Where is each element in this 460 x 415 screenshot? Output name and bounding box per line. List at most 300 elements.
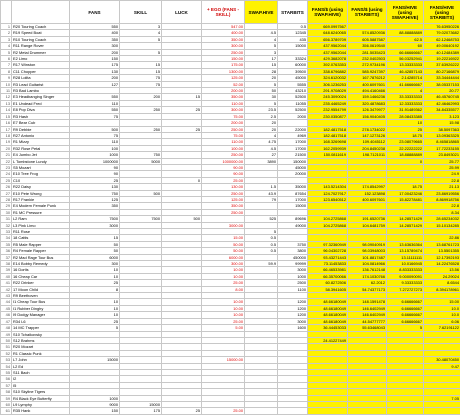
fans-cell[interactable]: 90 xyxy=(70,164,120,170)
row-index[interactable]: 48 xyxy=(1,325,12,331)
fans-per-dollar-starbits-cell[interactable]: 146.6402949 xyxy=(348,312,387,318)
fans-per-hive-hive-cell[interactable]: 14.28571429 xyxy=(387,216,424,222)
fans-per-hive-hive-cell[interactable]: 56.03252941 xyxy=(387,56,424,62)
ego-cell[interactable]: 1300.00 xyxy=(202,68,245,74)
fans-per-hive-starbits-cell[interactable]: 34.84335577 xyxy=(424,107,460,113)
row-index[interactable]: 28 xyxy=(1,196,12,202)
fans-per-dollar-hive-cell[interactable]: 182.4817518 xyxy=(308,126,348,132)
fans-per-dollar-starbits-cell[interactable]: 605.5887587 xyxy=(348,36,387,42)
fans-per-dollar-starbits-cell[interactable] xyxy=(348,408,387,414)
fans-per-hive-starbits-cell[interactable]: 15.98 xyxy=(424,120,460,126)
row-index[interactable]: 1 xyxy=(1,24,12,30)
fans-cell[interactable]: 10 xyxy=(70,312,120,318)
fans-per-dollar-starbits-cell[interactable]: 101.8817487 xyxy=(348,254,387,260)
ego-cell[interactable]: 10.00 xyxy=(202,299,245,305)
ego-cell[interactable]: 547.00 xyxy=(202,24,245,30)
swap-hive-cell[interactable]: 4.75 xyxy=(245,139,278,145)
fans-per-hive-starbits-cell[interactable]: 12.17392193 xyxy=(424,254,460,260)
fans-per-dollar-hive-cell[interactable]: 291.9708029 xyxy=(308,88,348,94)
swap-hive-cell[interactable]: 3890 xyxy=(245,158,278,164)
ego-cell[interactable]: 250.00 xyxy=(202,190,245,196)
row-index[interactable]: 37 xyxy=(1,254,12,260)
fans-cell[interactable]: 400 xyxy=(70,30,120,36)
swap-hive-cell[interactable]: 2.5 xyxy=(245,113,278,119)
fans-per-hive-starbits-cell[interactable]: 40.12484389 xyxy=(424,49,460,55)
luck-cell[interactable]: 500 xyxy=(162,216,202,222)
swap-hive-cell[interactable]: 5 xyxy=(245,229,278,235)
ego-cell[interactable]: 15.00 xyxy=(202,235,245,241)
card-name[interactable]: I2 xyxy=(12,376,70,382)
fans-per-hive-starbits-cell[interactable]: 13.56 xyxy=(424,267,460,273)
card-name[interactable]: I1 Cheap Tour Bus xyxy=(12,299,70,305)
swap-hive-cell[interactable]: 4 xyxy=(245,36,278,42)
swap-hive-cell[interactable]: 43.9 xyxy=(245,190,278,196)
ego-cell[interactable]: 6000.00 xyxy=(202,254,245,260)
fans-cell[interactable]: 15000 xyxy=(70,357,120,363)
fans-per-hive-hive-cell[interactable]: 18.75 xyxy=(387,184,424,190)
fans-per-hive-hive-cell[interactable]: 60 xyxy=(387,43,424,49)
fans-cell[interactable]: 300 xyxy=(70,261,120,267)
row-index[interactable]: 60 xyxy=(1,401,12,407)
fans-per-hive-hive-cell[interactable]: 2.14285714 xyxy=(387,75,424,81)
starbits-cell[interactable]: 150000 xyxy=(278,158,308,164)
row-index[interactable]: 55 xyxy=(1,369,12,375)
fans-per-hive-starbits-cell[interactable]: 30.48070450 xyxy=(424,357,460,363)
fans-per-dollar-hive-cell[interactable]: 232.9554799 xyxy=(308,107,348,113)
fans-per-dollar-starbits-cell[interactable]: 159.1466236 xyxy=(348,94,387,100)
fans-per-hive-hive-cell[interactable]: 0 xyxy=(387,158,424,164)
row-index[interactable]: 20 xyxy=(1,145,12,151)
starbits-cell[interactable]: 435 xyxy=(278,36,308,42)
card-name[interactable]: R5 Male Rapper xyxy=(12,241,70,247)
fans-per-hive-hive-cell[interactable]: 17.00423246 xyxy=(387,190,424,196)
fans-cell[interactable]: 200 xyxy=(70,75,120,81)
fans-per-hive-starbits-cell[interactable]: 19.22216922 xyxy=(424,56,460,62)
luck-cell[interactable]: 25 xyxy=(162,408,202,414)
row-index[interactable]: 13 xyxy=(1,100,12,106)
fans-per-hive-starbits-cell[interactable]: 10.0 xyxy=(424,305,460,311)
fans-per-dollar-hive-cell[interactable]: 669.0997567 xyxy=(308,24,348,30)
swap-hive-cell[interactable]: 20 xyxy=(245,120,278,126)
swap-hive-cell[interactable]: 5 xyxy=(245,81,278,87)
fans-per-hive-hive-cell[interactable]: 18.88888889 xyxy=(387,152,424,158)
row-index[interactable]: 4 xyxy=(1,43,12,49)
card-name[interactable]: R19 Speed Boat xyxy=(12,30,70,36)
skill-cell[interactable]: 5 xyxy=(120,49,162,55)
ego-cell[interactable]: 8.00 xyxy=(202,286,245,292)
swap-hive-cell[interactable] xyxy=(245,408,278,414)
fans-per-dollar-hive-cell[interactable]: 437.9562044 xyxy=(308,43,348,49)
fans-per-dollar-starbits-cell[interactable]: 104.6481759 xyxy=(348,222,387,228)
row-index[interactable]: 16 xyxy=(1,120,12,126)
row-index[interactable]: 3 xyxy=(1,36,12,42)
card-name[interactable]: S11 Bach xyxy=(12,369,70,375)
starbits-cell[interactable]: 2500 xyxy=(278,280,308,286)
ego-cell[interactable]: 1000000.00 xyxy=(202,158,245,164)
card-name[interactable]: R32 Rose Petal xyxy=(12,145,70,151)
row-index[interactable]: 58 xyxy=(1,389,12,395)
fans-per-hive-hive-cell[interactable]: 66.66666667 xyxy=(387,49,424,55)
fans-per-hive-starbits-cell[interactable]: 17.72233155 xyxy=(424,145,460,151)
swap-hive-cell[interactable]: 4.5 xyxy=(245,30,278,36)
fans-per-dollar-starbits-cell[interactable]: 278.1734022 xyxy=(348,126,387,132)
fans-cell[interactable]: 1000000 xyxy=(70,158,120,164)
row-index[interactable]: 15 xyxy=(1,113,12,119)
fans-per-hive-starbits-cell[interactable]: 15.00 xyxy=(424,299,460,305)
row-index[interactable]: 56 xyxy=(1,376,12,382)
fans-per-dollar-starbits-cell[interactable]: 174.8542997 xyxy=(348,184,387,190)
starbits-cell[interactable]: 1100 xyxy=(278,286,308,292)
card-name[interactable]: I5 xyxy=(12,382,70,388)
starbits-cell[interactable]: 12345 xyxy=(278,30,308,36)
ego-cell[interactable]: 175.00 xyxy=(202,62,245,68)
starbits-cell[interactable]: 15000 xyxy=(278,203,308,209)
card-name[interactable]: C10 xyxy=(12,177,70,183)
starbits-cell[interactable]: 49000 xyxy=(278,222,308,228)
fans-per-hive-starbits-cell[interactable]: 13.5501355 xyxy=(424,248,460,254)
row-index[interactable]: 27 xyxy=(1,190,12,196)
fans-per-hive-hive-cell[interactable]: 13.33333333 xyxy=(387,62,424,68)
ego-cell[interactable]: 110.00 xyxy=(202,100,245,106)
row-index[interactable]: 41 xyxy=(1,280,12,286)
skill-cell[interactable]: 200 xyxy=(120,94,162,100)
card-name[interactable]: R28 Lolita xyxy=(12,75,70,81)
card-name[interactable]: R35 Hank xyxy=(12,408,70,414)
starbits-cell[interactable]: 450000 xyxy=(278,254,308,260)
fans-per-dollar-hive-cell[interactable]: 648.6240065 xyxy=(308,30,348,36)
ego-cell[interactable]: 75.00 xyxy=(202,113,245,119)
row-index[interactable]: 51 xyxy=(1,344,12,350)
row-index[interactable]: 26 xyxy=(1,184,12,190)
fans-per-dollar-starbits-cell[interactable]: 152.123898 xyxy=(348,190,387,196)
fans-per-hive-hive-cell[interactable]: 41.66666667 xyxy=(387,81,424,87)
row-index[interactable]: 30 xyxy=(1,209,12,215)
row-index[interactable]: 52 xyxy=(1,350,12,356)
starbits-cell[interactable]: 35000 xyxy=(278,184,308,190)
fans-per-dollar-hive-cell[interactable]: 235.4465249 xyxy=(308,100,348,106)
fans-cell[interactable]: 75 xyxy=(70,132,120,138)
starbits-cell[interactable]: 99999 xyxy=(278,261,308,267)
fans-per-dollar-starbits-cell[interactable]: 136.7612148 xyxy=(348,267,387,273)
row-index[interactable]: 17 xyxy=(1,126,12,132)
fans-cell[interactable]: 1000 xyxy=(70,395,120,401)
starbits-cell[interactable]: 1200 xyxy=(278,299,308,305)
ego-cell[interactable]: 50.00 xyxy=(202,241,245,247)
card-name[interactable]: L2 Ed xyxy=(12,363,70,369)
fans-per-dollar-starbits-cell[interactable]: 574.8520936 xyxy=(348,30,387,36)
ego-cell[interactable]: 350.00 xyxy=(202,94,245,100)
fans-per-hive-hive-cell[interactable]: 46.42857143 xyxy=(387,68,424,74)
skill-cell[interactable]: 250 xyxy=(120,126,162,132)
card-name[interactable]: 16 Dortis xyxy=(12,267,70,273)
card-name[interactable]: E10 Pete Wrong xyxy=(12,190,70,196)
fans-per-dollar-starbits-cell[interactable]: 62.2012 xyxy=(348,280,387,286)
fans-per-hive-starbits-cell[interactable]: 9.47 xyxy=(424,363,460,369)
fans-cell[interactable]: 150 xyxy=(70,56,120,62)
fans-per-dollar-starbits-cell[interactable]: 585.9247397 xyxy=(348,68,387,74)
fans-per-hive-starbits-cell[interactable]: 25.77 xyxy=(424,158,460,164)
fans-per-dollar-starbits-cell[interactable]: 126.3479977 xyxy=(348,107,387,113)
fans-per-hive-starbits-cell[interactable]: 25.99 xyxy=(424,164,460,170)
skill-cell[interactable]: 5 xyxy=(120,36,162,42)
starbits-cell[interactable]: 11055 xyxy=(278,100,308,106)
starbits-cell[interactable]: 15000 xyxy=(278,43,308,49)
fans-cell[interactable]: 50 xyxy=(70,241,120,247)
fans-per-hive-hive-cell[interactable]: 6.66666667 xyxy=(387,299,424,305)
fans-per-dollar-hive-cell[interactable]: 150.0811619 xyxy=(308,152,348,158)
fans-cell[interactable]: 10 xyxy=(70,273,120,279)
fans-per-dollar-starbits-cell[interactable]: 272.9734196 xyxy=(348,62,387,68)
fans-per-hive-hive-cell[interactable]: 13.63636364 xyxy=(387,241,424,247)
fans-cell[interactable]: 10 xyxy=(70,267,120,273)
fans-per-dollar-hive-cell[interactable]: 66.35700066 xyxy=(308,273,348,279)
skill-cell[interactable]: 15000 xyxy=(120,401,162,407)
starbits-cell[interactable]: 87654 xyxy=(278,190,308,196)
card-name[interactable]: R4 Female Rapper xyxy=(12,248,70,254)
swap-hive-cell[interactable]: 27 xyxy=(245,152,278,158)
ego-cell[interactable]: 250.00 xyxy=(202,126,245,132)
fans-cell[interactable]: 550 xyxy=(70,107,120,113)
skill-cell[interactable]: 75 xyxy=(120,81,162,87)
ego-cell[interactable]: 3000.00 xyxy=(202,222,245,228)
row-index[interactable]: 12 xyxy=(1,94,12,100)
card-name[interactable]: S10 Tchaikovsky xyxy=(12,331,70,337)
fans-cell[interactable]: 110 xyxy=(70,139,120,145)
fans-per-dollar-starbits-cell[interactable]: 281.5035423 xyxy=(348,49,387,55)
fans-per-hive-starbits-cell[interactable]: 24.29024 xyxy=(424,273,460,279)
row-index[interactable]: 7 xyxy=(1,62,12,68)
luck-cell[interactable]: 25 xyxy=(162,126,202,132)
row-index[interactable]: 47 xyxy=(1,318,12,324)
ego-cell[interactable]: 15000.00 xyxy=(202,357,245,363)
fans-cell[interactable]: 6000 xyxy=(70,254,120,260)
fans-per-dollar-starbits-cell[interactable]: 44.54777777 xyxy=(348,318,387,324)
ego-cell[interactable]: 10.00 xyxy=(202,267,245,273)
row-index[interactable]: 10 xyxy=(1,81,12,87)
ego-cell[interactable]: 350.00 xyxy=(202,36,245,42)
row-index[interactable]: 45 xyxy=(1,305,12,311)
fans-per-hive-starbits-cell[interactable]: 8.394178961 xyxy=(424,286,460,292)
fans-per-hive-starbits-cell[interactable]: 62.12468753 xyxy=(424,36,460,42)
fans-per-dollar-hive-cell[interactable]: 36.44453033 xyxy=(308,325,348,331)
fans-per-hive-hive-cell[interactable]: 10.0166945 xyxy=(387,261,424,267)
fans-cell[interactable]: 500 xyxy=(70,126,120,132)
skill-cell[interactable]: 75 xyxy=(120,75,162,81)
row-index[interactable]: 42 xyxy=(1,286,12,292)
fans-per-hive-hive-cell[interactable]: 31.91489362 xyxy=(387,107,424,113)
fans-cell[interactable]: 350 xyxy=(70,36,120,42)
row-index[interactable]: 33 xyxy=(1,229,12,235)
fans-per-hive-hive-cell[interactable]: 8.833333333 xyxy=(387,267,424,273)
fans-per-dollar-starbits-cell[interactable]: 356.0619540 xyxy=(348,43,387,49)
starbits-cell[interactable]: 52500 xyxy=(278,94,308,100)
card-name[interactable]: R9 Debbie xyxy=(12,126,70,132)
swap-hive-cell[interactable]: 4 xyxy=(245,132,278,138)
fans-per-dollar-starbits-cell[interactable]: 55.63468043 xyxy=(348,325,387,331)
fans-per-dollar-hive-cell[interactable]: 123.6540512 xyxy=(308,196,348,202)
starbits-cell[interactable]: 1000 xyxy=(278,273,308,279)
table-row[interactable] xyxy=(1,408,460,414)
skill-cell[interactable]: 750 xyxy=(120,152,162,158)
row-index[interactable]: 24 xyxy=(1,171,12,177)
fans-per-dollar-hive-cell[interactable]: 73.11453833 xyxy=(308,261,348,267)
card-name[interactable]: C11 Chopper xyxy=(12,68,70,74)
luck-cell[interactable]: 0 xyxy=(162,177,202,183)
card-name[interactable]: I9 Dodgy Manager xyxy=(12,312,70,318)
card-name[interactable]: R1 Mizzy xyxy=(12,139,70,145)
card-name[interactable]: L7 John xyxy=(12,357,70,363)
ego-cell[interactable]: 300.00 xyxy=(202,261,245,267)
skill-cell[interactable]: 4 xyxy=(120,30,162,36)
swap-hive-cell[interactable]: 20 xyxy=(245,126,278,132)
fans-per-hive-hive-cell[interactable]: 6.66666667 xyxy=(387,305,424,311)
row-index[interactable]: 6 xyxy=(1,56,12,62)
fans-per-dollar-hive-cell[interactable]: 168.3269698 xyxy=(308,139,348,145)
skill-cell[interactable]: 175 xyxy=(120,408,162,414)
fans-per-hive-starbits-cell[interactable]: 76.63950226 xyxy=(424,24,460,30)
starbits-cell[interactable]: 3750 xyxy=(278,241,308,247)
fans-per-dollar-starbits-cell[interactable]: 146.6402949 xyxy=(348,305,387,311)
ego-cell[interactable]: 250.00 xyxy=(202,49,245,55)
row-index[interactable]: 19 xyxy=(1,139,12,145)
fans-cell[interactable]: 750 xyxy=(70,190,120,196)
swap-hive-cell[interactable]: 0.5 xyxy=(245,248,278,254)
fans-cell[interactable]: 10 xyxy=(70,299,120,305)
fans-per-dollar-hive-cell[interactable]: 48.66180049 xyxy=(308,305,348,311)
fans-per-hive-hive-cell[interactable]: 9.33333333 xyxy=(387,280,424,286)
fans-per-dollar-hive-cell[interactable]: 48.66180049 xyxy=(308,312,348,318)
row-index[interactable]: 21 xyxy=(1,152,12,158)
ego-cell[interactable]: 10.00 xyxy=(202,312,245,318)
skill-cell[interactable]: 500 xyxy=(120,190,162,196)
fans-per-dollar-hive-cell[interactable]: 124.7027917 xyxy=(308,190,348,196)
fans-per-hive-hive-cell[interactable]: 28.08433385 xyxy=(387,113,424,119)
fans-per-hive-starbits-cell[interactable]: 23.8493021 xyxy=(424,152,460,158)
card-name[interactable]: R27 Antonio xyxy=(12,132,70,138)
card-name[interactable]: L2 Ram xyxy=(12,216,70,222)
starbits-cell[interactable]: 17000 xyxy=(278,196,308,202)
ego-cell[interactable]: 110.00 xyxy=(202,139,245,145)
fans-per-dollar-starbits-cell[interactable]: 400.6097601 xyxy=(348,81,387,87)
row-index[interactable]: 32 xyxy=(1,222,12,228)
card-name[interactable]: R1 Classic Punk xyxy=(12,350,70,356)
ego-cell[interactable]: 75.00 xyxy=(202,132,245,138)
fans-per-hive-hive-cell[interactable]: 9.000090091 xyxy=(387,273,424,279)
starbits-cell[interactable]: 43210 xyxy=(278,88,308,94)
fans-cell[interactable]: 100 xyxy=(70,145,120,151)
row-index[interactable]: 29 xyxy=(1,203,12,209)
starbits-cell[interactable]: 22000 xyxy=(278,126,308,132)
fans-per-hive-starbits-cell[interactable]: 8.869918756 xyxy=(424,196,460,202)
fans-per-hive-starbits-cell[interactable]: 22.8 xyxy=(424,177,460,183)
card-name[interactable]: E8 Pop Diva xyxy=(12,107,70,113)
fans-per-dollar-starbits-cell[interactable]: 156.9040405 xyxy=(348,113,387,119)
starbits-cell[interactable]: 0.5 xyxy=(278,24,308,30)
fans-per-hive-hive-cell[interactable]: 88.88888889 xyxy=(387,30,424,36)
fans-cell[interactable]: 15 xyxy=(70,235,120,241)
fans-cell[interactable]: 127 xyxy=(70,81,120,87)
fans-cell[interactable]: 50 xyxy=(70,248,120,254)
ego-cell[interactable]: 25.00 xyxy=(202,318,245,324)
skill-cell[interactable]: 15 xyxy=(120,68,162,74)
fans-per-hive-starbits-cell[interactable]: 22.8 xyxy=(424,203,460,209)
swap-hive-cell[interactable]: 30 xyxy=(245,94,278,100)
card-name[interactable]: S5 Mozart xyxy=(12,164,70,170)
row-index[interactable]: 8 xyxy=(1,68,12,74)
fans-cell[interactable]: 10 xyxy=(70,305,120,311)
ego-cell[interactable]: 125.00 xyxy=(202,196,245,202)
fans-per-dollar-hive-cell[interactable]: 96.04302728 xyxy=(308,248,348,254)
row-index[interactable]: 2 xyxy=(1,30,12,36)
skill-cell[interactable]: 250 xyxy=(120,107,162,113)
swap-hive-cell[interactable]: 23.5 xyxy=(245,107,278,113)
row-index[interactable]: 11 xyxy=(1,88,12,94)
row-index[interactable]: 43 xyxy=(1,293,12,299)
fans-per-hive-hive-cell[interactable]: 15.82278481 xyxy=(387,196,424,202)
fans-cell[interactable]: 1000 xyxy=(70,152,120,158)
card-name[interactable]: E1 Undead Fred xyxy=(12,100,70,106)
row-index[interactable]: 35 xyxy=(1,241,12,247)
fans-per-dollar-starbits-cell[interactable]: 98.03948003 xyxy=(348,248,387,254)
ego-cell[interactable]: 25.00 xyxy=(202,408,245,414)
starbits-cell[interactable]: 17000 xyxy=(278,145,308,151)
fans-per-dollar-starbits-cell[interactable]: 400.6097601 xyxy=(348,196,387,202)
row-index[interactable]: 34 xyxy=(1,235,12,241)
fans-per-hive-hive-cell[interactable]: 6.66666667 xyxy=(387,312,424,318)
fans-cell[interactable]: 175 xyxy=(70,62,120,68)
fans-cell[interactable]: 5 xyxy=(70,325,120,331)
starbits-cell[interactable]: 1200 xyxy=(278,312,308,318)
ego-cell[interactable]: 300.00 xyxy=(202,107,245,113)
fans-per-hive-starbits-cell[interactable]: 33.34444444 xyxy=(424,75,460,81)
fans-per-hive-starbits-cell[interactable]: 79.02073682 xyxy=(424,30,460,36)
card-name[interactable]: 17 Moon Child xyxy=(12,286,70,292)
ego-cell[interactable]: 52.00 xyxy=(202,81,245,87)
card-name[interactable]: 18 Cattis xyxy=(12,235,70,241)
card-name[interactable]: L9 Lymphy xyxy=(12,401,70,407)
ego-cell[interactable]: 100.00 xyxy=(202,145,245,151)
ego-cell[interactable]: 10.00 xyxy=(202,273,245,279)
fans-per-hive-starbits-cell[interactable]: 8.6544 xyxy=(424,280,460,286)
row-index[interactable]: 50 xyxy=(1,337,12,343)
starbits-cell[interactable]: 60000 xyxy=(278,62,308,68)
fans-cell[interactable]: 8 xyxy=(70,286,120,292)
fans-per-hive-starbits-cell[interactable]: 14.22476528 xyxy=(424,261,460,267)
fans-per-dollar-starbits-cell[interactable]: 148.1591478 xyxy=(348,299,387,305)
fans-per-dollar-hive-cell[interactable]: 60.8272506 xyxy=(308,280,348,286)
card-name[interactable]: E3 Headbanging Singer xyxy=(12,94,70,100)
card-name[interactable]: S10 Skyline Tigers xyxy=(12,389,70,395)
row-index[interactable]: 40 xyxy=(1,273,12,279)
card-name[interactable]: R20 Mozart xyxy=(12,344,70,350)
starbits-cell[interactable]: 2000 xyxy=(278,113,308,119)
fans-per-hive-starbits-cell[interactable]: 24.9 xyxy=(424,171,460,177)
fans-per-hive-starbits-cell[interactable]: 13.68761723 xyxy=(424,241,460,247)
fans-per-hive-hive-cell[interactable]: 33.33333333 xyxy=(387,94,424,100)
fans-cell[interactable]: 125 xyxy=(70,196,120,202)
fans-cell[interactable]: 350 xyxy=(70,203,120,209)
fans-per-dollar-hive-cell[interactable]: 656.3789709 xyxy=(308,36,348,42)
swap-hive-cell[interactable]: 5 xyxy=(245,43,278,49)
fans-per-hive-hive-cell[interactable]: 7.272727273 xyxy=(387,286,424,292)
swap-hive-cell[interactable]: 3 xyxy=(245,49,278,55)
fans-per-dollar-hive-cell[interactable]: 143.5214304 xyxy=(308,184,348,190)
starbits-cell[interactable]: 89696 xyxy=(278,216,308,222)
starbits-cell[interactable]: 3000 xyxy=(278,318,308,324)
row-index[interactable]: 59 xyxy=(1,395,12,401)
fans-per-hive-hive-cell[interactable]: 10 xyxy=(387,120,424,126)
fans-per-dollar-hive-cell[interactable]: 48.66180049 xyxy=(308,318,348,324)
